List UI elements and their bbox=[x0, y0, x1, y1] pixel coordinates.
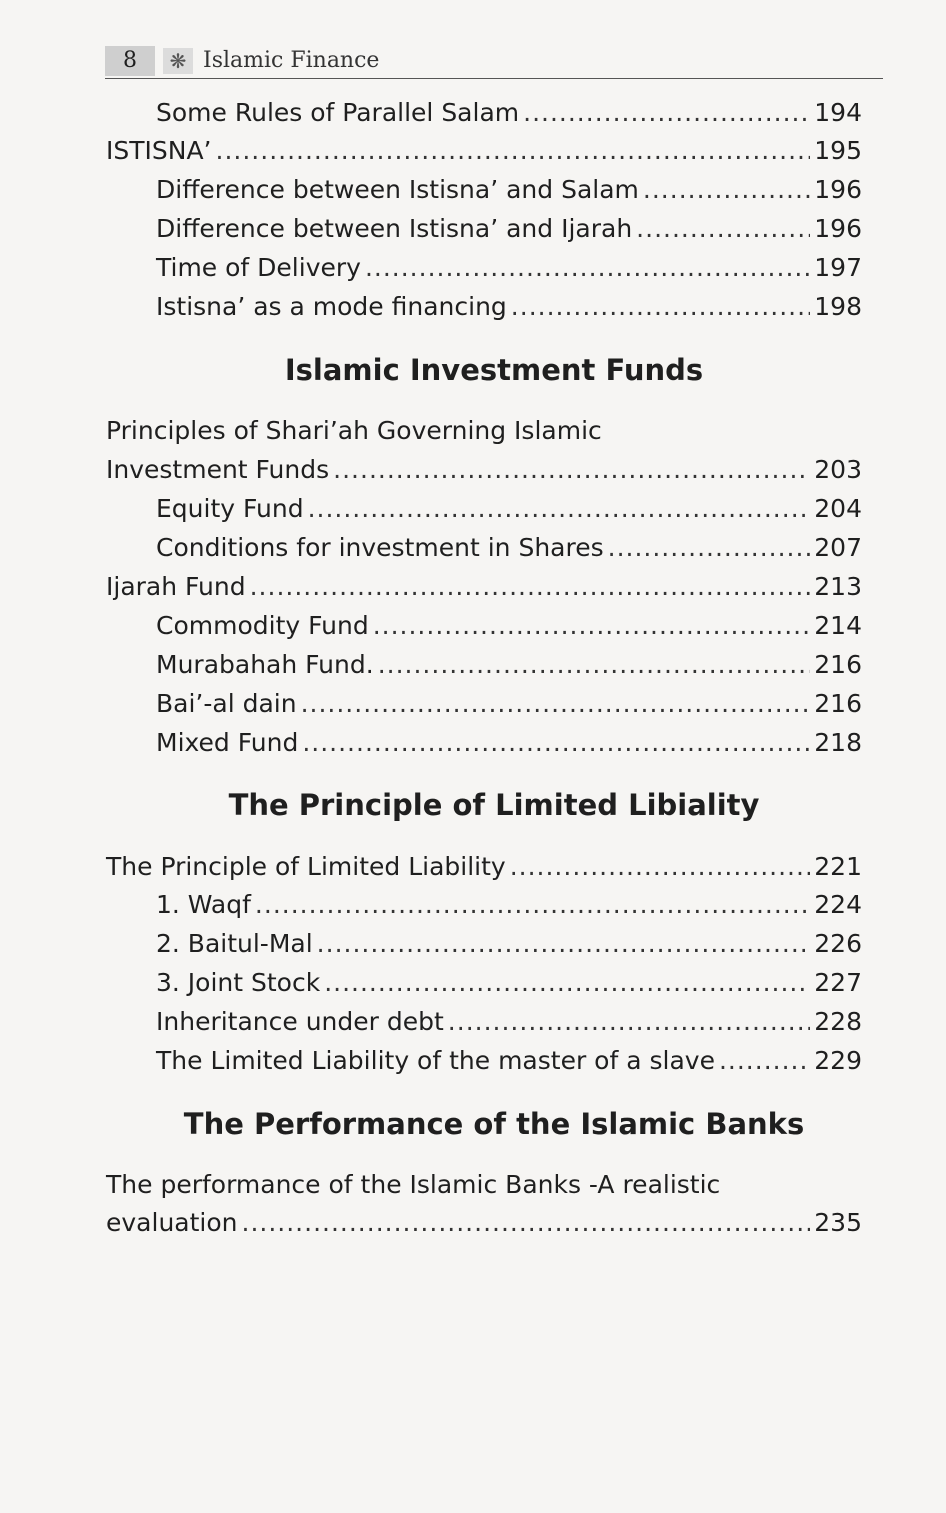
toc-entry-page: 218 bbox=[814, 728, 862, 757]
leader-dots bbox=[242, 1203, 811, 1242]
leader-dots bbox=[317, 924, 811, 963]
section-heading: The Performance of the Islamic Banks bbox=[183, 1107, 805, 1141]
leader-dots bbox=[719, 1041, 810, 1080]
toc-entry-page: 207 bbox=[814, 533, 862, 562]
toc-entry bbox=[156, 1002, 862, 1041]
toc-entry-page: 195 bbox=[814, 136, 862, 165]
leader-dots bbox=[324, 963, 810, 1002]
toc-entry-page: 216 bbox=[814, 650, 862, 679]
section-heading: Islamic Investment Funds bbox=[284, 353, 704, 387]
toc-entry bbox=[156, 723, 862, 762]
toc-entry bbox=[106, 1203, 862, 1242]
toc-entry bbox=[156, 684, 862, 723]
toc-entry-title: Bai’-al dain bbox=[156, 689, 297, 718]
toc-entry bbox=[156, 924, 862, 963]
toc-entry bbox=[156, 645, 862, 684]
page-number: 8 bbox=[105, 46, 155, 76]
toc-entry-page: 194 bbox=[814, 98, 862, 127]
leader-dots bbox=[216, 131, 811, 170]
toc-entry bbox=[106, 131, 862, 170]
toc-entry-title: Ijarah Fund bbox=[106, 572, 246, 601]
toc-entry-page: 221 bbox=[814, 852, 862, 881]
section-heading: The Principle of Limited Libiality bbox=[228, 788, 760, 822]
ornament-icon: ❋ bbox=[163, 48, 193, 74]
toc-entry bbox=[106, 450, 862, 489]
toc-entry bbox=[156, 885, 862, 924]
leader-dots bbox=[301, 684, 811, 723]
toc-entry-title: Equity Fund bbox=[156, 494, 304, 523]
toc-entry bbox=[156, 1041, 862, 1080]
toc-entry-title: 1. Waqf bbox=[156, 890, 251, 919]
leader-dots bbox=[378, 645, 811, 684]
toc-entry-page: 235 bbox=[814, 1208, 862, 1237]
toc-entry bbox=[156, 489, 862, 528]
toc-entry-title: ISTISNA’ bbox=[106, 136, 212, 165]
toc-entry-title: Murabahah Fund. bbox=[156, 650, 374, 679]
page-header bbox=[105, 44, 883, 79]
toc-entry-page: 214 bbox=[814, 611, 862, 640]
toc-entry bbox=[106, 847, 862, 886]
toc-entry-page: 229 bbox=[814, 1046, 862, 1075]
toc-entry-title: Difference between Istisna’ and Ijarah bbox=[156, 214, 633, 243]
leader-dots bbox=[523, 93, 810, 132]
toc-entry-page: 198 bbox=[814, 292, 862, 321]
leader-dots bbox=[643, 170, 810, 209]
leader-dots bbox=[255, 885, 810, 924]
toc-entry-page: 224 bbox=[814, 890, 862, 919]
toc-entry-page: 213 bbox=[814, 572, 862, 601]
toc-entry-page: 203 bbox=[814, 455, 862, 484]
leader-dots bbox=[448, 1002, 810, 1041]
toc-entry-title: Difference between Istisna’ and Salam bbox=[156, 175, 639, 204]
toc-entry-page: 204 bbox=[814, 494, 862, 523]
toc-entry bbox=[106, 567, 862, 606]
toc-entry-title: Istisna’ as a mode financing bbox=[156, 292, 507, 321]
toc-entry bbox=[156, 209, 862, 248]
toc-entry-title: Investment Funds bbox=[106, 455, 330, 484]
toc-entry-title-line: The performance of the Islamic Banks -A realistic bbox=[106, 1170, 721, 1199]
toc-entry-page: 226 bbox=[814, 929, 862, 958]
toc-entry bbox=[156, 170, 862, 209]
leader-dots bbox=[302, 723, 810, 762]
toc-entry-title: Mixed Fund bbox=[156, 728, 299, 757]
leader-dots bbox=[636, 209, 810, 248]
toc-entry-title: 3. Joint Stock bbox=[156, 968, 321, 997]
running-title: Islamic Finance bbox=[203, 48, 380, 73]
toc-entry-page: 216 bbox=[814, 689, 862, 718]
toc-entry-page: 196 bbox=[814, 214, 862, 243]
toc-entry-title: evaluation bbox=[106, 1208, 238, 1237]
toc-entry-page: 196 bbox=[814, 175, 862, 204]
toc-entry-page: 228 bbox=[814, 1007, 862, 1036]
toc-entry bbox=[156, 287, 862, 326]
leader-dots bbox=[333, 450, 810, 489]
toc-entry-title: The Principle of Limited Liability bbox=[106, 852, 506, 881]
toc-entry-title: 2. Baitul-Mal bbox=[156, 929, 313, 958]
leader-dots bbox=[511, 287, 810, 326]
toc-entry bbox=[156, 963, 862, 1002]
toc-entry-title: Commodity Fund bbox=[156, 611, 369, 640]
toc-entry-page: 197 bbox=[814, 253, 862, 282]
toc-entry-title: The Limited Liability of the master of a slave bbox=[156, 1046, 715, 1075]
leader-dots bbox=[608, 528, 811, 567]
leader-dots bbox=[365, 248, 810, 287]
toc-entry-title: Inheritance under debt bbox=[156, 1007, 444, 1036]
toc-entry bbox=[156, 528, 862, 567]
toc-entry bbox=[156, 606, 862, 645]
toc-entry bbox=[156, 248, 862, 287]
toc-entry-title: Conditions for investment in Shares bbox=[156, 533, 604, 562]
leader-dots bbox=[250, 567, 811, 606]
toc-entry-page: 227 bbox=[814, 968, 862, 997]
toc-entry bbox=[156, 93, 862, 132]
toc-entry-title: Some Rules of Parallel Salam bbox=[156, 98, 520, 127]
toc-entry-title: Time of Delivery bbox=[156, 253, 361, 282]
leader-dots bbox=[308, 489, 811, 528]
leader-dots bbox=[373, 606, 811, 645]
leader-dots bbox=[510, 847, 811, 886]
toc-entry-title-line: Principles of Shari’ah Governing Islamic bbox=[106, 416, 602, 445]
